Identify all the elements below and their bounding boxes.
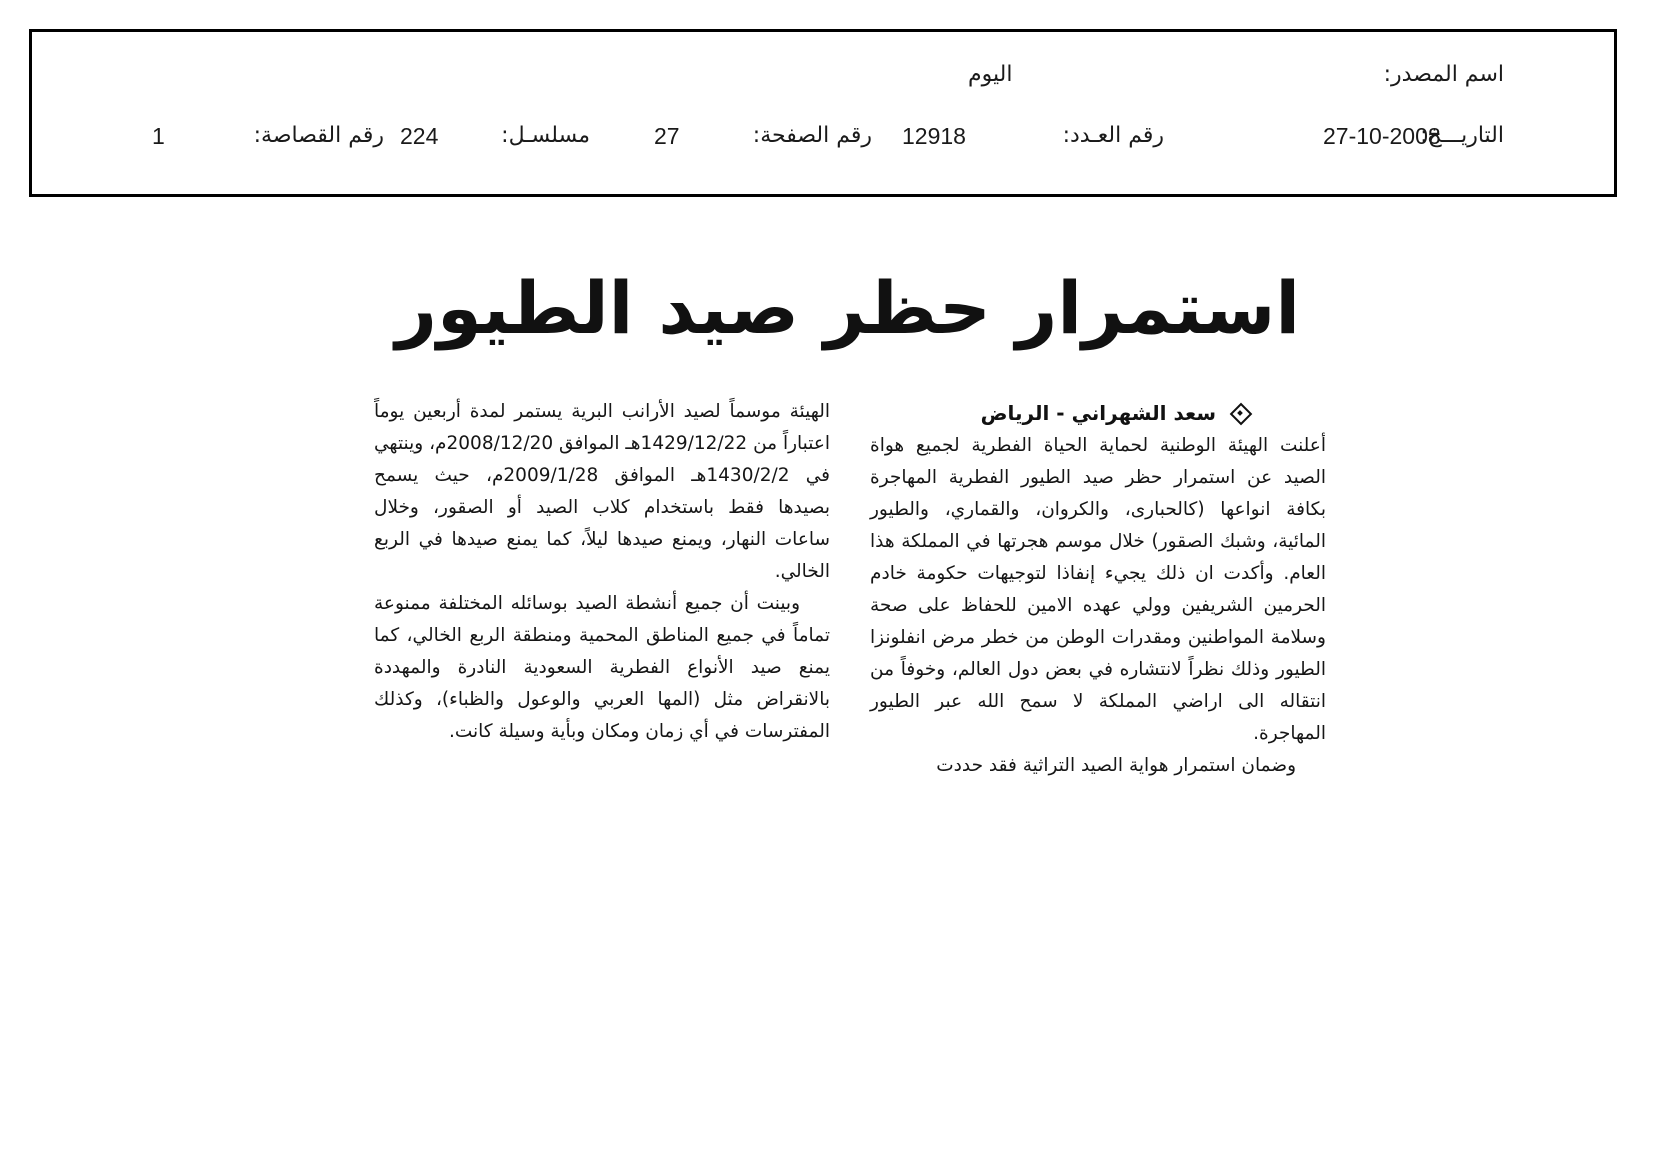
serial-value: 224 <box>400 123 439 149</box>
issue-label: رقم العـدد: <box>1062 123 1164 148</box>
page-label: رقم الصفحة: <box>752 123 872 148</box>
page-value: 27 <box>654 123 680 149</box>
clipping-label: رقم القصاصة: <box>253 123 384 148</box>
clipping-value: 1 <box>152 123 165 149</box>
source-label: اسم المصدر: <box>1383 62 1504 87</box>
byline-text: سعد الشهراني - الرياض <box>980 401 1216 425</box>
article-column-left <box>374 396 830 748</box>
paragraph: الهيئة موسماً لصيد الأرانب البرية يستمر لمدة أربعين يوماً اعتباراً من 1429/12/22هـ الموافق 2008/12/20م، وينتهي في 1430/2/2هـ الموافق 2009/1/28م، حيث يسمح بصيدها فقط باستخدام كلاب الصيد أو الصقور، وخلال ساعات النهار، ويمنع صيدها ليلاً، كما يمنع صيدها في الربع الخالي. <box>374 401 830 582</box>
article-headline: استمرار حظر صيد الطيور <box>395 266 1300 350</box>
clipping-metadata-box <box>29 29 1617 197</box>
article-column-right <box>870 430 1326 782</box>
source-value: اليوم <box>968 62 1013 87</box>
issue-value: 12918 <box>902 123 966 149</box>
paragraph: وبينت أن جميع أنشطة الصيد بوسائله المختلفة ممنوعة تماماً في جميع المناطق المحمية ومنطقة الربع الخالي، كما يمنع صيد الأنواع الفطرية السعودية النادرة والمهددة بالانقراض مثل (المها العربي والوعول والظباء)، وكذلك المفترسات في أي زمان ومكان وبأية وسيلة كانت. <box>374 593 830 742</box>
serial-label: مسلسـل: <box>501 123 590 148</box>
paragraph: وضمان استمرار هواية الصيد التراثية فقد حددت <box>936 755 1296 776</box>
article-byline <box>900 400 1250 426</box>
date-value: 27-10-2008 <box>1323 123 1441 149</box>
diamond-bullet-icon <box>1230 403 1250 423</box>
date-label: التاريـــخ: <box>1420 123 1504 148</box>
paragraph: أعلنت الهيئة الوطنية لحماية الحياة الفطرية لجميع هواة الصيد عن استمرار حظر صيد الطيور الفطرية المهاجرة بكافة انواعها (كالحبارى، والكروان، والقماري، والطيور المائية، وشبك الصقور) خلال موسم هجرتها في المملكة هذا العام. وأكدت ان ذلك يجيء إنفاذا لتوجيهات حكومة خادم الحرمين الشريفين وولي عهده الامين للحفاظ على صحة وسلامة المواطنين ومقدرات الوطن من خطر مرض انفلونزا الطيور وذلك نظراً لانتشاره في بعض دول العالم، وخوفاً من انتقاله الى اراضي المملكة لا سمح الله عبر الطيور المهاجرة. <box>870 435 1326 744</box>
